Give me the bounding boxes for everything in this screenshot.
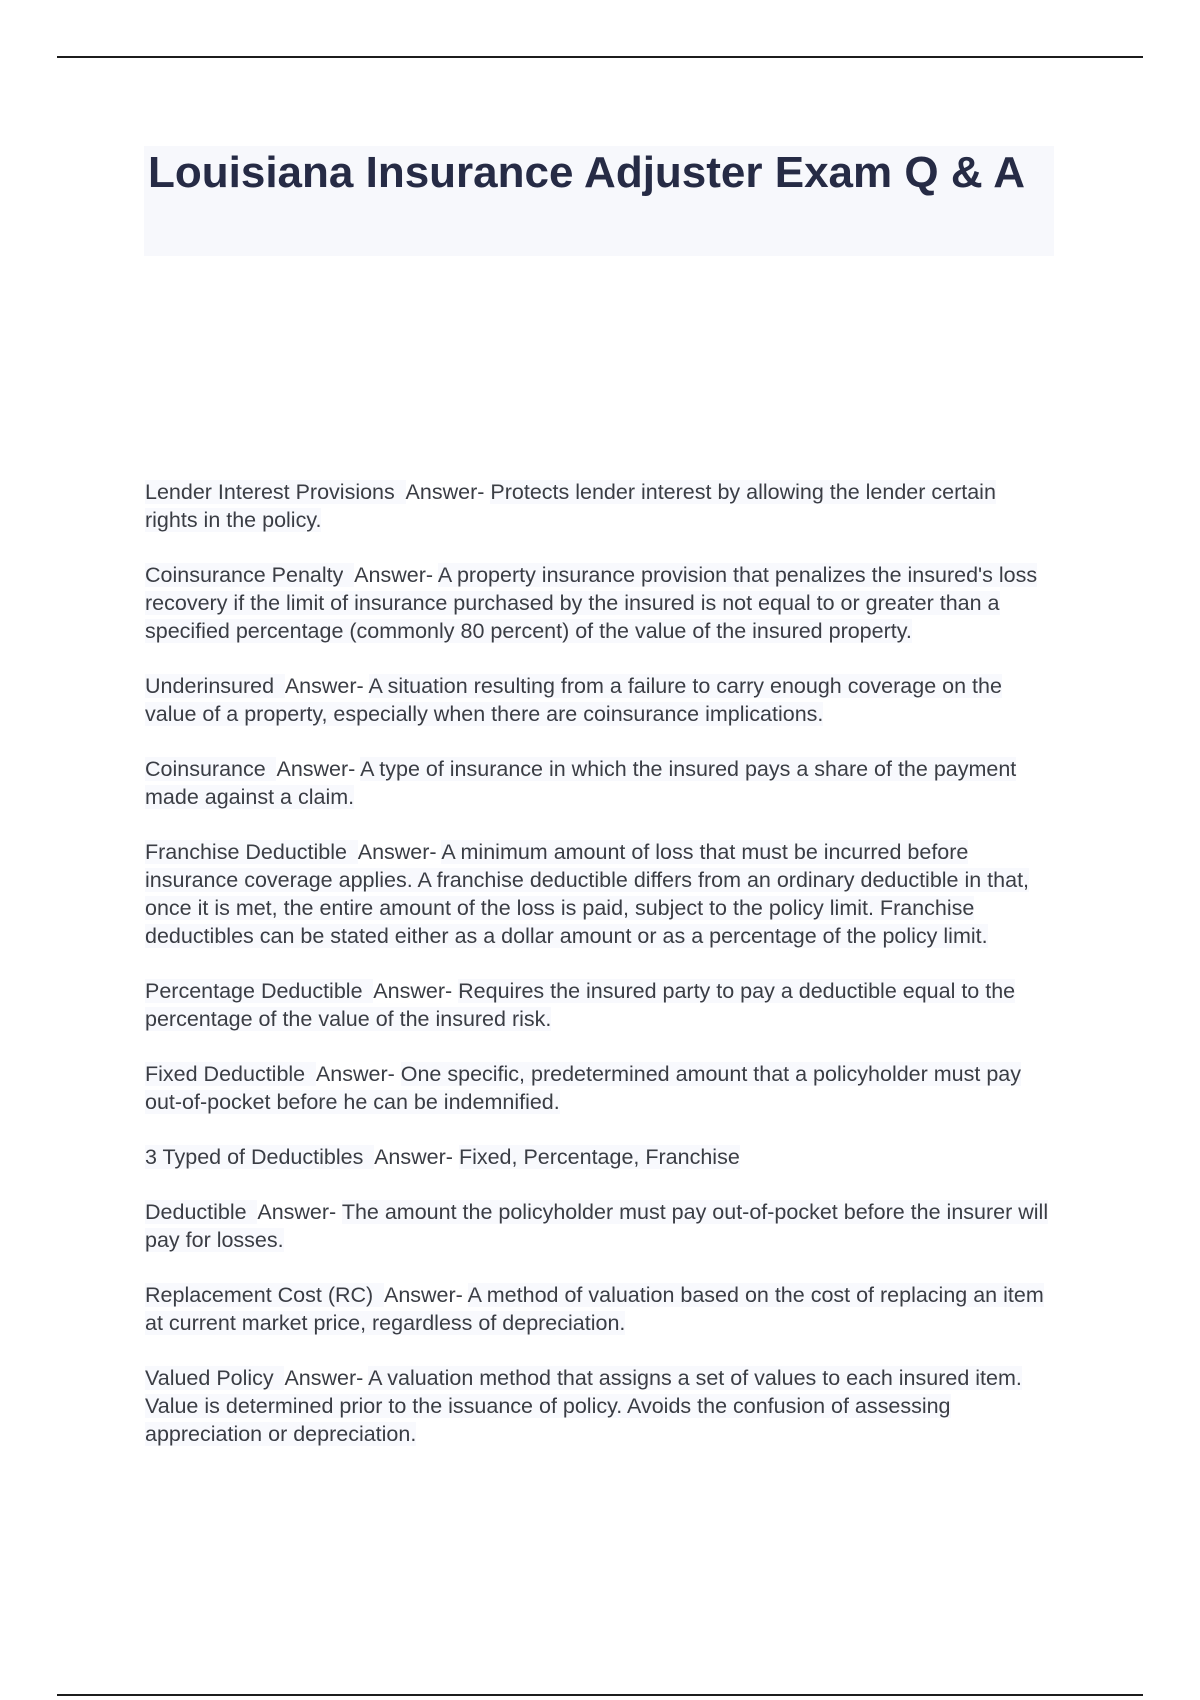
answer-prefix: Answer- xyxy=(374,1145,453,1169)
qa-answer: One specific, predetermined amount that a policyholder must pay out-of-pocket before he can be indemnified. xyxy=(145,1062,1021,1114)
title-block xyxy=(144,146,1054,256)
qa-list xyxy=(145,478,1050,1475)
qa-term: Underinsured xyxy=(145,674,275,698)
qa-answer: A valuation method that assigns a set of values to each insured item. Value is determined prior to the issuance of policy. Avoids the confusion of assessing appreciation or depreciation. xyxy=(145,1366,1022,1446)
answer-prefix: Answer- xyxy=(315,1062,395,1086)
qa-term: Fixed Deductible xyxy=(145,1062,306,1086)
qa-entry xyxy=(145,1060,1050,1116)
qa-answer: A minimum amount of loss that must be incurred before insurance coverage applies. A franchise deductible differs from an ordinary deductible in that, once it is met, the entire amount of the loss is paid, subject to the policy limit. Franchise deductibles can be stated either as a dollar amount or as a percentage of the policy limit. xyxy=(145,840,1030,948)
answer-prefix: Answer- xyxy=(284,1366,364,1390)
qa-answer: A property insurance provision that penalizes the insured's loss recovery if the limit of insurance purchased by the insured is not equal to or greater than a specified percentage (commonly 80 percent) of the value of the insured property. xyxy=(145,563,1038,643)
qa-entry xyxy=(145,561,1050,645)
qa-entry xyxy=(145,478,1050,534)
qa-term: 3 Typed of Deductibles xyxy=(145,1145,364,1169)
qa-term: Valued Policy xyxy=(145,1366,274,1390)
qa-entry xyxy=(145,1281,1050,1337)
qa-answer: Fixed, Percentage, Franchise xyxy=(458,1145,740,1169)
answer-prefix: Answer- xyxy=(357,840,437,864)
answer-prefix: Answer- xyxy=(405,480,485,504)
qa-answer: The amount the policyholder must pay out-of-pocket before the insurer will pay for losses. xyxy=(145,1200,1049,1252)
qa-term: Percentage Deductible xyxy=(145,979,363,1003)
qa-term: Franchise Deductible xyxy=(145,840,347,864)
qa-term: Coinsurance xyxy=(145,757,266,781)
qa-entry xyxy=(145,977,1050,1033)
answer-prefix: Answer- xyxy=(284,674,364,698)
qa-answer: A situation resulting from a failure to carry enough coverage on the value of a property, especially when there are coinsurance implications. xyxy=(145,674,1002,726)
qa-answer: Requires the insured party to pay a deductible equal to the percentage of the value of the insured risk. xyxy=(145,979,1016,1031)
qa-answer: A method of valuation based on the cost of replacing an item at current market price, regardless of depreciation. xyxy=(145,1283,1044,1335)
qa-entry xyxy=(145,1198,1050,1254)
answer-prefix: Answer- xyxy=(276,757,356,781)
document-title: Louisiana Insurance Adjuster Exam Q & A xyxy=(148,148,1025,197)
qa-entry xyxy=(145,672,1050,728)
qa-entry xyxy=(145,838,1050,950)
header-rule xyxy=(57,56,1143,58)
answer-prefix: Answer- xyxy=(354,563,434,587)
footer-rule xyxy=(57,1694,1143,1696)
qa-entry xyxy=(145,1364,1050,1448)
qa-term: Coinsurance Penalty xyxy=(145,563,344,587)
qa-entry xyxy=(145,755,1050,811)
qa-answer: Protects lender interest by allowing the lender certain rights in the policy. xyxy=(145,480,996,532)
qa-term: Deductible xyxy=(145,1200,247,1224)
answer-prefix: Answer- xyxy=(383,1283,463,1307)
answer-prefix: Answer- xyxy=(257,1200,337,1224)
qa-answer: A type of insurance in which the insured pays a share of the payment made against a claim. xyxy=(145,757,1017,809)
qa-term: Replacement Cost (RC) xyxy=(145,1283,374,1307)
qa-term: Lender Interest Provisions xyxy=(145,480,395,504)
answer-prefix: Answer- xyxy=(373,979,453,1003)
qa-entry xyxy=(145,1143,1050,1171)
